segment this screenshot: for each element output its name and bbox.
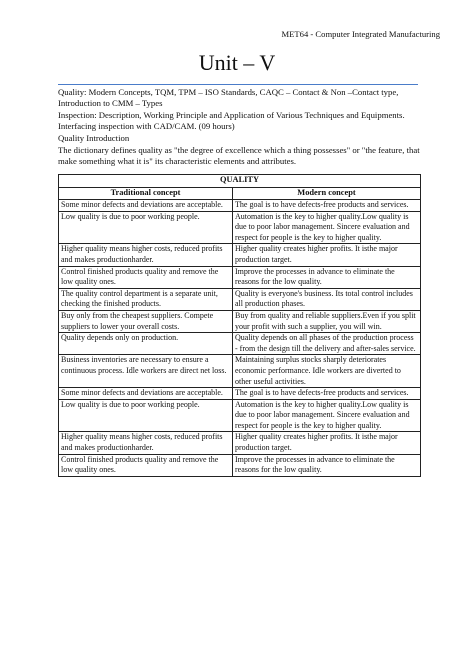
modern-concept-cell: Maintaining surplus stocks sharply deteriorates economic performance. Idle workers are diverted to other useful activities. bbox=[233, 355, 421, 388]
table-row bbox=[59, 454, 421, 476]
quality-concepts-table bbox=[58, 174, 421, 477]
unit-syllabus-inspection: Inspection: Description, Working Principle and Application of Various Techniques and Equipments. Interfacing inspection with CAD/CAM. (09 hours) bbox=[58, 110, 405, 132]
modern-concept-cell: Buy from quality and reliable suppliers.Even if you split your profit with such a supplier, you will win. bbox=[233, 310, 421, 332]
table-row bbox=[59, 310, 421, 332]
definition-paragraph: The dictionary defines quality as "the degree of excellence which a thing possesses" or "the feature, that make something what it is" its characteristic elements and attributes. bbox=[58, 145, 420, 167]
traditional-concept-cell: Business inventories are necessary to ensure a continuous process. Idle workers are direct net loss. bbox=[59, 355, 233, 388]
unit-syllabus-quality: Quality: Modern Concepts, TQM, TPM – ISO Standards, CAQC – Contact & Non –Contact type, Introduction to CMM – Types bbox=[58, 87, 399, 109]
modern-concept-cell: Higher quality creates higher profits. It isthe major production target. bbox=[233, 432, 421, 454]
traditional-concept-cell: Some minor defects and deviations are acceptable. bbox=[59, 200, 233, 212]
table-row bbox=[59, 333, 421, 355]
modern-concept-cell: Automation is the key to higher quality.Low quality is due to poor labor management. Sincere evaluation and respect for people is the key to higher quality. bbox=[233, 399, 421, 432]
table-row bbox=[59, 244, 421, 266]
traditional-concept-cell: The quality control department is a separate unit, checking the finished products. bbox=[59, 288, 233, 310]
section-heading: Quality Introduction bbox=[58, 133, 130, 143]
traditional-concept-cell: Higher quality means higher costs, reduced profits and makes productionharder. bbox=[59, 432, 233, 454]
course-header: MET64 - Computer Integrated Manufacturing bbox=[281, 29, 440, 39]
table-row bbox=[59, 355, 421, 388]
column-header-traditional: Traditional concept bbox=[59, 188, 233, 200]
traditional-concept-cell: Buy only from the cheapest suppliers. Compete suppliers to lower your overall costs. bbox=[59, 310, 233, 332]
traditional-concept-cell: Low quality is due to poor working people. bbox=[59, 399, 233, 432]
modern-concept-cell: The goal is to have defects-free products and services. bbox=[233, 388, 421, 400]
table-caption: QUALITY bbox=[59, 175, 421, 188]
modern-concept-cell: Quality is everyone's business. Its total control includes all production phases. bbox=[233, 288, 421, 310]
traditional-concept-cell: Control finished products quality and remove the low quality ones. bbox=[59, 266, 233, 288]
traditional-concept-cell: Low quality is due to poor working people. bbox=[59, 211, 233, 244]
table-row bbox=[59, 266, 421, 288]
table-body bbox=[59, 200, 421, 477]
traditional-concept-cell: Higher quality means higher costs, reduced profits and makes productionharder. bbox=[59, 244, 233, 266]
traditional-concept-cell: Control finished products quality and remove the low quality ones. bbox=[59, 454, 233, 476]
table-row bbox=[59, 388, 421, 400]
modern-concept-cell: The goal is to have defects-free products and services. bbox=[233, 200, 421, 212]
traditional-concept-cell: Quality depends only on production. bbox=[59, 333, 233, 355]
modern-concept-cell: Higher quality creates higher profits. It isthe major production target. bbox=[233, 244, 421, 266]
traditional-concept-cell: Some minor defects and deviations are acceptable. bbox=[59, 388, 233, 400]
column-header-modern: Modern concept bbox=[233, 188, 421, 200]
table-row bbox=[59, 211, 421, 244]
table-row bbox=[59, 200, 421, 212]
table-row bbox=[59, 432, 421, 454]
modern-concept-cell: Improve the processes in advance to eliminate the reasons for the low quality. bbox=[233, 454, 421, 476]
table-row bbox=[59, 288, 421, 310]
modern-concept-cell: Automation is the key to higher quality.Low quality is due to poor labor management. Sincere evaluation and respect for people is the key to higher quality. bbox=[233, 211, 421, 244]
modern-concept-cell: Quality depends on all phases of the production process - from the design till the delivery and after-sales service. bbox=[233, 333, 421, 355]
table-row bbox=[59, 399, 421, 432]
modern-concept-cell: Improve the processes in advance to eliminate the reasons for the low quality. bbox=[233, 266, 421, 288]
title-underline bbox=[58, 84, 418, 85]
page-title: Unit – V bbox=[198, 50, 276, 75]
